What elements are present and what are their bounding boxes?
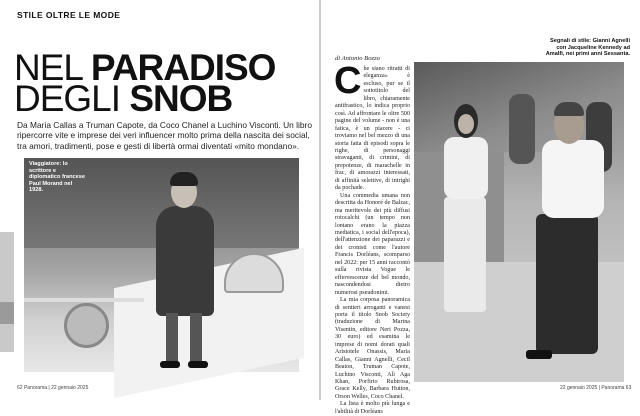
headline-part: NEL — [14, 47, 91, 88]
article-deck: Da Maria Callas a Truman Capote, da Coco Chanel a Luchino Visconti. Un libro ripercorre vite e imprese dei veri influencer molto prima della nascita dei social, tra amori, tradimenti, pose e gesti di libertà ormai diventati «mito mondano». — [17, 120, 312, 151]
body-paragraph — [334, 60, 410, 193]
dropcap: C — [334, 60, 362, 102]
article-body — [334, 60, 410, 416]
section-label: STILE OLTRE LE MODE — [17, 10, 121, 20]
photo-caption-right: Segnali di stile: Gianni Agnelli con Jacqueline Kennedy ad Amalfi, nei primi anni Sessanta. — [545, 38, 630, 58]
body-paragraph: La lista è molto più lunga e l'abilità di Dorléans — [335, 401, 410, 415]
page-gutter — [319, 0, 321, 400]
paragraph-text: he siano ritratti di eleganza» è escluso, pur se il sottotitolo del libro, chiaramente antifrastico, lo indica proprio così. Ad affrontare le oltre 500 pagine del volume - non è una fatica, è un piacere - ci troviamo nel bel mezzo di una storia fatta di episodi sopra le righe, di personaggi stravaganti, di crimini, di prepotenze, di marachelle in frac, di amorazzi interessati, di affinità selettive, di intrighi da pochade. — [335, 66, 410, 192]
headline — [14, 47, 314, 119]
body-paragraph: Una commedia umana non descritta da Honoré de Balzac, ma meritevole dei più diffusi rotocalchi (un tempo non lontano erano la piazza mediatica, i social dell'epoca), dell'attenzione dei paparazzi e dei cronisti come l'autore Francis Dorléans, scomparso nel 2022: per 15 anni raccontò sulla rivista Vogue le effervescenze del bel mondo, nascondendosi dietro numerosi pseudonimi. — [335, 192, 410, 296]
headline-part: DEGLI — [14, 78, 130, 119]
headline-part: SNOB — [129, 78, 233, 119]
folio-right: 22 gennaio 2025 | Panorama 63 — [560, 385, 632, 391]
side-tab — [0, 232, 14, 352]
body-paragraph: La mia corposa panoramica di sentieri arroganti e vanesi porta il titolo Snob Society (traduzione di Marina Visentin, editore Neri Pozza, 30 euro) ed esamina le imprese di nomi dorati quali Aristotele Onassis, Maria Callas, Gianni Agnelli, Cecil Beaton, Truman Capote, Luchino Visconti, Alì Aga Khan, Porfirio Rubirosa, Grace Kelly, Barbara Hutton, Orson Welles, Coco Chanel. — [335, 297, 410, 400]
byline: di Antonio Bozzo — [335, 55, 380, 62]
side-tab-marker — [0, 302, 14, 324]
photo-caption-left: Viaggiatore: lo scrittore e diplomatico francese Paul Morand nel 1928. — [29, 161, 85, 194]
folio-left: 62 Panorama | 22 gennaio 2025 — [17, 385, 89, 391]
photo-agnelli-kennedy — [414, 62, 624, 376]
headline-part: PARADISO — [90, 47, 276, 88]
